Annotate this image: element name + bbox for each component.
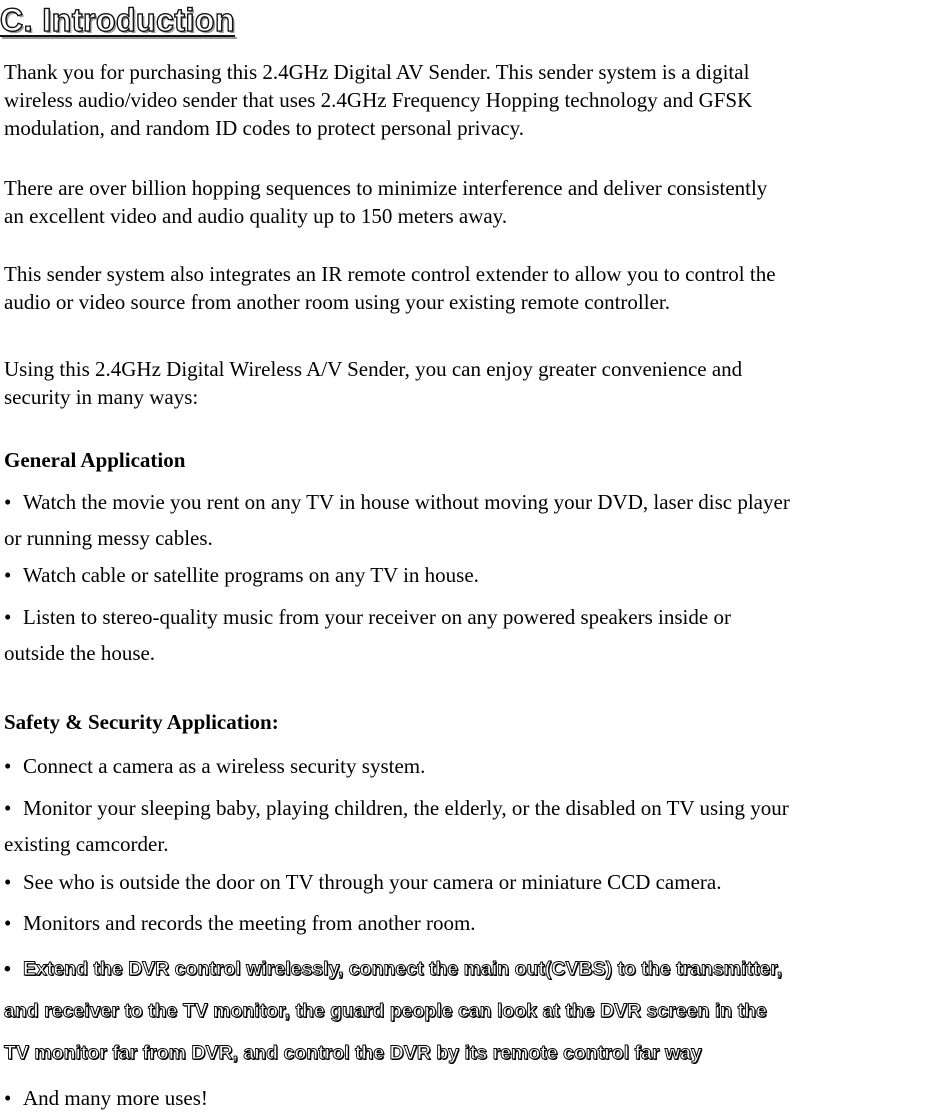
intro-paragraph-hopping (4, 174, 939, 230)
text-line: Thank you for purchasing this 2.4GHz Digital AV Sender. This sender system is a digital (4, 60, 750, 84)
bullet-icon: • (4, 958, 11, 980)
bullet-icon: • (4, 796, 12, 820)
text-line: There are over billion hopping sequences to minimize interference and deliver consistently (4, 176, 768, 200)
text-line: audio or video source from another room using your existing remote controller. (4, 290, 671, 314)
list-item-text: existing camcorder. (4, 832, 169, 856)
list-item-text: Connect a camera as a wireless security system. (23, 754, 426, 778)
bullet-icon: • (4, 1086, 12, 1110)
text-line: wireless audio/video sender that uses 2.4GHz Frequency Hopping technology and GFSK (4, 88, 753, 112)
list-item (4, 557, 939, 593)
text-line: an excellent video and audio quality up to 150 meters away. (4, 204, 508, 228)
list-item-text: or running messy cables. (4, 526, 213, 550)
text-line: Using this 2.4GHz Digital Wireless A/V Sender, you can enjoy greater convenience and (4, 357, 743, 381)
list-item-text: Monitor your sleeping baby, playing children, the elderly, or the disabled on TV using your (23, 796, 789, 820)
dvr-list-item (4, 948, 939, 1074)
safety-application-heading: Safety & Security Application: (4, 710, 279, 734)
list-item (4, 905, 939, 941)
text-line: modulation, and random ID codes to protect personal privacy. (4, 116, 524, 140)
list-item-text: Watch cable or satellite programs on any TV in house. (23, 563, 479, 587)
list-item (4, 599, 939, 671)
list-item (4, 790, 939, 862)
list-item-text: Listen to stereo-quality music from your receiver on any powered speakers inside or (23, 605, 731, 629)
list-item-text: See who is outside the door on TV through your camera or miniature CCD camera. (23, 870, 722, 894)
list-item (4, 484, 939, 556)
list-item-text: Extend the DVR control wirelessly, connect the main out(CVBS) to the transmitter, (23, 958, 783, 980)
list-item-text: TV monitor far from DVR, and control the DVR by its remote control far way (4, 1042, 702, 1064)
bullet-icon: • (4, 911, 12, 935)
intro-paragraph-purchase (4, 58, 939, 142)
bullet-icon: • (4, 490, 12, 514)
bullet-icon: • (4, 870, 12, 894)
list-item-text: Monitors and records the meeting from another room. (23, 911, 476, 935)
list-item-text: Watch the movie you rent on any TV in house without moving your DVD, laser disc player (23, 490, 790, 514)
intro-paragraph-uses (4, 355, 939, 411)
section-title: C. Introduction (0, 2, 236, 38)
bullet-icon: • (4, 754, 12, 778)
bullet-icon: • (4, 563, 12, 587)
intro-paragraph-ir-extender (4, 260, 939, 316)
list-item-text: And many more uses! (23, 1086, 208, 1110)
general-application-heading: General Application (4, 448, 186, 472)
list-item (4, 748, 939, 784)
text-line: security in many ways: (4, 385, 199, 409)
list-item-text: outside the house. (4, 641, 156, 665)
bullet-icon: • (4, 605, 12, 629)
list-item (4, 864, 939, 900)
list-item-text: and receiver to the TV monitor, the guard people can look at the DVR screen in the (4, 1000, 767, 1022)
text-line: This sender system also integrates an IR remote control extender to allow you to control the (4, 262, 776, 286)
